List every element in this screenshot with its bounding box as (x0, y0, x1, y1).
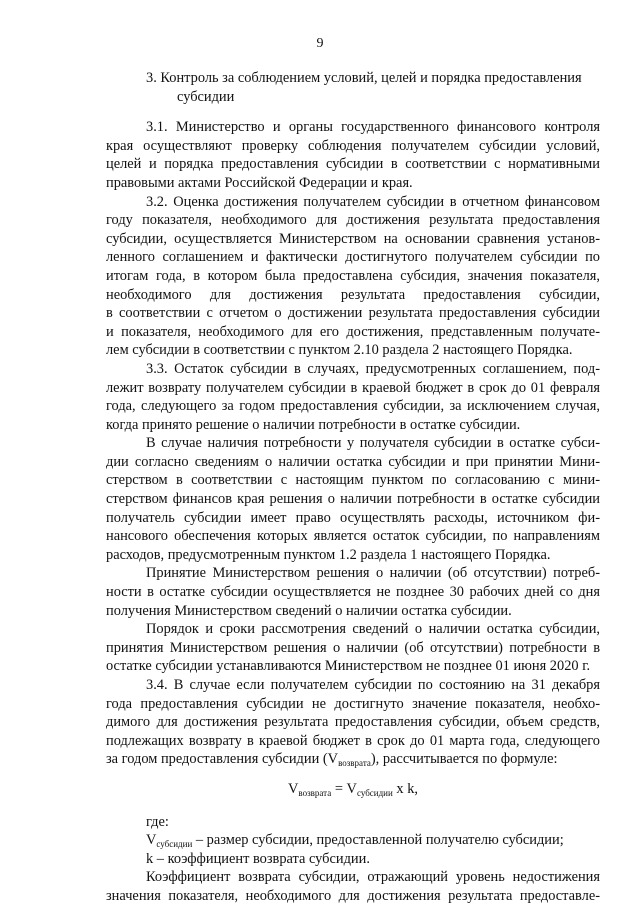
paragraph-line: края осуществляют проверку соблюдения получателем субсидии условий, (106, 137, 600, 154)
paragraph-line: ности в остатке субсидии осуществляется не позднее 30 рабочих дней со дня (106, 584, 600, 601)
def-variable: V (146, 832, 157, 849)
paragraph-line: когда принято решение о наличии потребности в остатке субсидии. (106, 416, 521, 433)
def-text: – размер субсидии, предоставленной получателю субсидии; (192, 832, 564, 849)
paragraph-line: лем субсидии в соответствии с пунктом 2.10 раздела 2 настоящего Порядка. (106, 342, 573, 359)
section-heading-line: субсидии (177, 88, 235, 105)
paragraph-line: стерством финансов края решения о наличии потребности в остатке субсидии (106, 491, 600, 508)
paragraph-line: принятия Министерством решения о наличии (об отсутствии) потребности в (106, 639, 600, 656)
paragraph-line: в соответствии с отчетом о достижении результата предоставления субсидии (106, 305, 600, 322)
paragraph-line: 3.3. Остаток субсидии в случаях, предусмотренных соглашением, под- (146, 360, 600, 377)
section-heading-line: 3. Контроль за соблюдением условий, целей и порядка предоставления (146, 70, 582, 86)
paragraph-line: получения Министерством сведений о наличии остатка субсидии. (106, 602, 512, 619)
paragraph-line: года, следующего за годом предоставления субсидии, за исключением случая, (106, 398, 600, 415)
text-run: за годом предоставления субсидии (V (106, 751, 339, 768)
formula-variable: V (288, 780, 299, 797)
subscript: субсидии (156, 839, 193, 850)
paragraph-line: расходов, предусмотренным пунктом 1.2 раздела 1 настоящего Порядка. (106, 546, 551, 563)
paragraph-line: правовыми актами Российской Федерации и края. (106, 174, 413, 191)
spacer (106, 106, 600, 118)
paragraph-line: значения показателя, необходимого для достижения результата предоставле- (106, 887, 600, 904)
paragraph-line: 3.1. Министерство и органы государственного финансового контроля (146, 119, 600, 136)
definition-line (106, 831, 600, 850)
paragraph-line: года предоставления субсидии не достигнуто значение показателя, необхо- (106, 695, 600, 712)
subscript: возврата (298, 787, 332, 798)
text-run: ), рассчитывается по формуле: (370, 751, 558, 768)
paragraph-line: лежит возврату получателем субсидии в краевой бюджет в срок до 01 февраля (106, 379, 600, 396)
paragraph-line: Коэффициент возврата субсидии, отражающий уровень недостижения (146, 869, 600, 886)
formula-equals: = V (331, 780, 357, 797)
paragraph-line: 3.4. В случае если получателем субсидии по состоянию на 31 декабря (146, 677, 600, 693)
paragraph-line: и показателя, необходимого для его достижения, представленным получате- (106, 323, 600, 340)
paragraph-line: стерством в соответствии с настоящим пунктом по согласованию с мини- (106, 472, 600, 489)
subscript: возврата (338, 758, 371, 769)
paragraph-line: В случае наличия потребности у получателя субсидии в остатке субси- (146, 435, 600, 452)
paragraph-line: остатке субсидии устанавливаются Министерством не позднее 01 июня 2020 г. (106, 658, 591, 675)
subscript: субсидии (356, 787, 393, 798)
paragraph-line: году показателя, необходимого для достижения результата предоставления (106, 212, 600, 229)
formula (106, 780, 600, 799)
formula-tail: x k, (392, 780, 418, 797)
page-number: 9 (316, 36, 324, 51)
paragraph-line: субсидии, осуществляется Министерством на основании сравнения установ- (106, 230, 600, 247)
paragraph-line: нансового обеспечения которых является остаток субсидии, по направлениям (106, 528, 600, 545)
paragraph-line: получатель субсидии имеет право осуществлять расходы, источником фи- (106, 509, 600, 526)
where-label: где: (146, 813, 169, 830)
paragraph-line: димого для достижения результата предоставления субсидии, объем средств, (106, 714, 600, 731)
paragraph-line: Принятие Министерством решения о наличии (об отсутствии) потреб- (146, 565, 600, 582)
paragraph-line: целей и порядка предоставления субсидии в соответствии с нормативными (106, 156, 600, 173)
document-body (106, 69, 600, 906)
paragraph-line: дии согласно сведениям о наличии остатка субсидии и при принятии Мини- (106, 453, 600, 470)
paragraph-line: итогам года, в котором была предоставлена субсидия, значения показателя, (106, 267, 600, 284)
paragraph-line: необходимого для достижения результата предоставления субсидии, (106, 286, 600, 303)
paragraphs (106, 118, 600, 750)
paragraph-line (106, 750, 600, 769)
paragraph-line: подлежащих возврату в краевой бюджет в срок до 01 марта года, следующего (106, 732, 600, 749)
paragraph-line: ленного соглашением и фактически достигнутого получателем субсидии по (106, 249, 600, 266)
definition-line: k – коэффициент возврата субсидии. (146, 850, 370, 867)
paragraph-line: Порядок и сроки рассмотрения сведений о наличии остатка субсидии, (146, 621, 600, 638)
paragraph-line: 3.2. Оценка достижения получателем субсидии в отчетном финансовом (146, 193, 600, 210)
